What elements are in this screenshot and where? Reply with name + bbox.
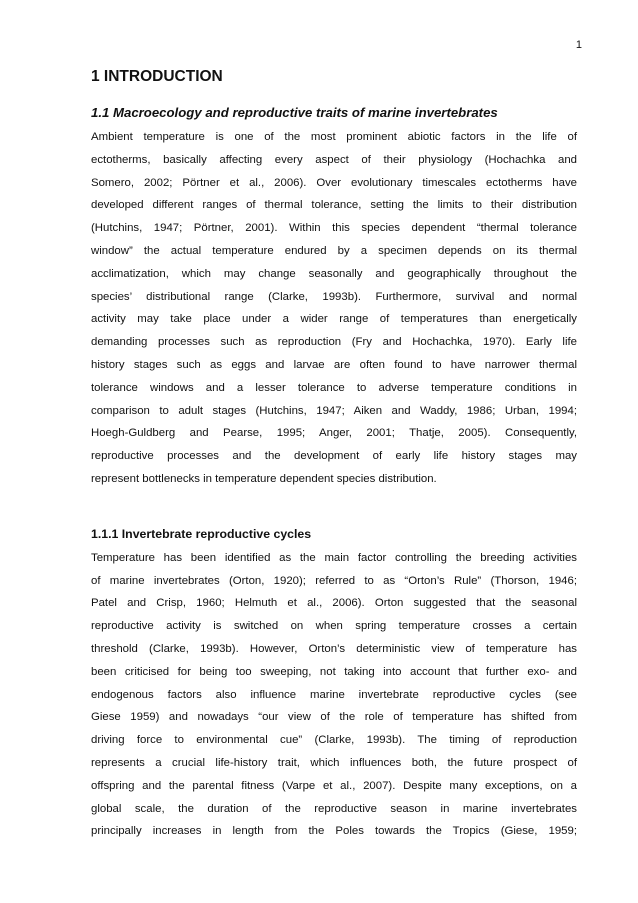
text-line: species’ distributional range (Clarke, 1993b). Furthermore, survival and normal — [91, 290, 577, 303]
text-line: threshold (Clarke, 1993b). However, Orton’s deterministic view of temperature has — [91, 642, 577, 655]
text-line: Somero, 2002; Pörtner et al., 2006). Over evolutionary timescales ectotherms have — [91, 176, 577, 189]
text-line: reproductive activity is switched on when spring temperature crosses a certain — [91, 620, 577, 633]
text-line: tolerance windows and a lesser tolerance to adverse temperature conditions in — [91, 381, 577, 394]
text-line: of marine invertebrates (Orton, 1920); referred to as “Orton’s Rule” (Thorson, 1946; — [91, 574, 577, 587]
paragraph-reproductive-cycles — [91, 547, 577, 843]
text-line: window” the actual temperature endured by a specimen depends on its thermal — [91, 244, 577, 257]
page-number: 1 — [575, 39, 582, 51]
text-line: activity may take place under a wider range of temperatures than energetically — [91, 313, 577, 326]
text-line: endogenous factors also influence marine invertebrate reproductive cycles (see — [91, 688, 577, 701]
text-line: Hoegh-Guldberg and Pearse, 1995; Anger, 2001; Thatje, 2005). Consequently, — [91, 427, 577, 440]
text-line: Temperature has been identified as the main factor controlling the breeding activities — [91, 551, 577, 564]
text-line: Patel and Crisp, 1960; Helmuth et al., 2006). Orton suggested that the seasonal — [91, 597, 577, 610]
text-line: demanding processes such as reproduction (Fry and Hochachka, 1970). Early life — [91, 336, 577, 349]
subsection-heading: 1.1.1 Invertebrate reproductive cycles — [91, 526, 312, 541]
text-line: comparison to adult stages (Hutchins, 1947; Aiken and Waddy, 1986; Urban, 1994; — [91, 404, 577, 417]
text-line: global scale, the duration of the reproductive season in marine invertebrates — [91, 802, 577, 815]
chapter-heading: 1 INTRODUCTION — [91, 68, 223, 85]
section-heading: 1.1 Macroecology and reproductive traits of marine invertebrates — [91, 105, 498, 120]
text-line: reproductive processes and the development of early life history stages may — [91, 450, 577, 463]
text-line: history stages such as eggs and larvae are often found to have narrower thermal — [91, 358, 577, 371]
text-line: ectotherms, basically affecting every aspect of their physiology (Hochachka and — [91, 153, 577, 166]
text-line: represent bottlenecks in temperature dependent species distribution. — [91, 472, 437, 485]
text-line: (Hutchins, 1947; Pörtner, 2001). Within this species dependent “thermal tolerance — [91, 222, 577, 235]
text-line: developed different ranges of thermal tolerance, setting the limits to their distribution — [91, 199, 577, 212]
text-line: represents a crucial life-history trait, which influences both, the future prospect of — [91, 756, 577, 769]
text-line: principally increases in length from the Poles towards the Tropics (Giese, 1959; — [91, 825, 577, 838]
text-line: Giese 1959) and nowadays “our view of the role of temperature has shifted from — [91, 711, 577, 724]
paragraph-thermal-tolerance — [91, 126, 577, 491]
text-line: driving force to environmental cue” (Clarke, 1993b). The timing of reproduction — [91, 734, 577, 747]
text-line: offspring and the parental fitness (Varpe et al., 2007). Despite many exceptions, on a — [91, 779, 577, 792]
text-line: Ambient temperature is one of the most prominent abiotic factors in the life of — [91, 131, 577, 143]
text-line: acclimatization, which may change seasonally and geographically throughout the — [91, 267, 577, 280]
page-content — [91, 66, 577, 843]
text-line: been criticised for being too sweeping, not taking into account that further exo- and — [91, 665, 577, 678]
